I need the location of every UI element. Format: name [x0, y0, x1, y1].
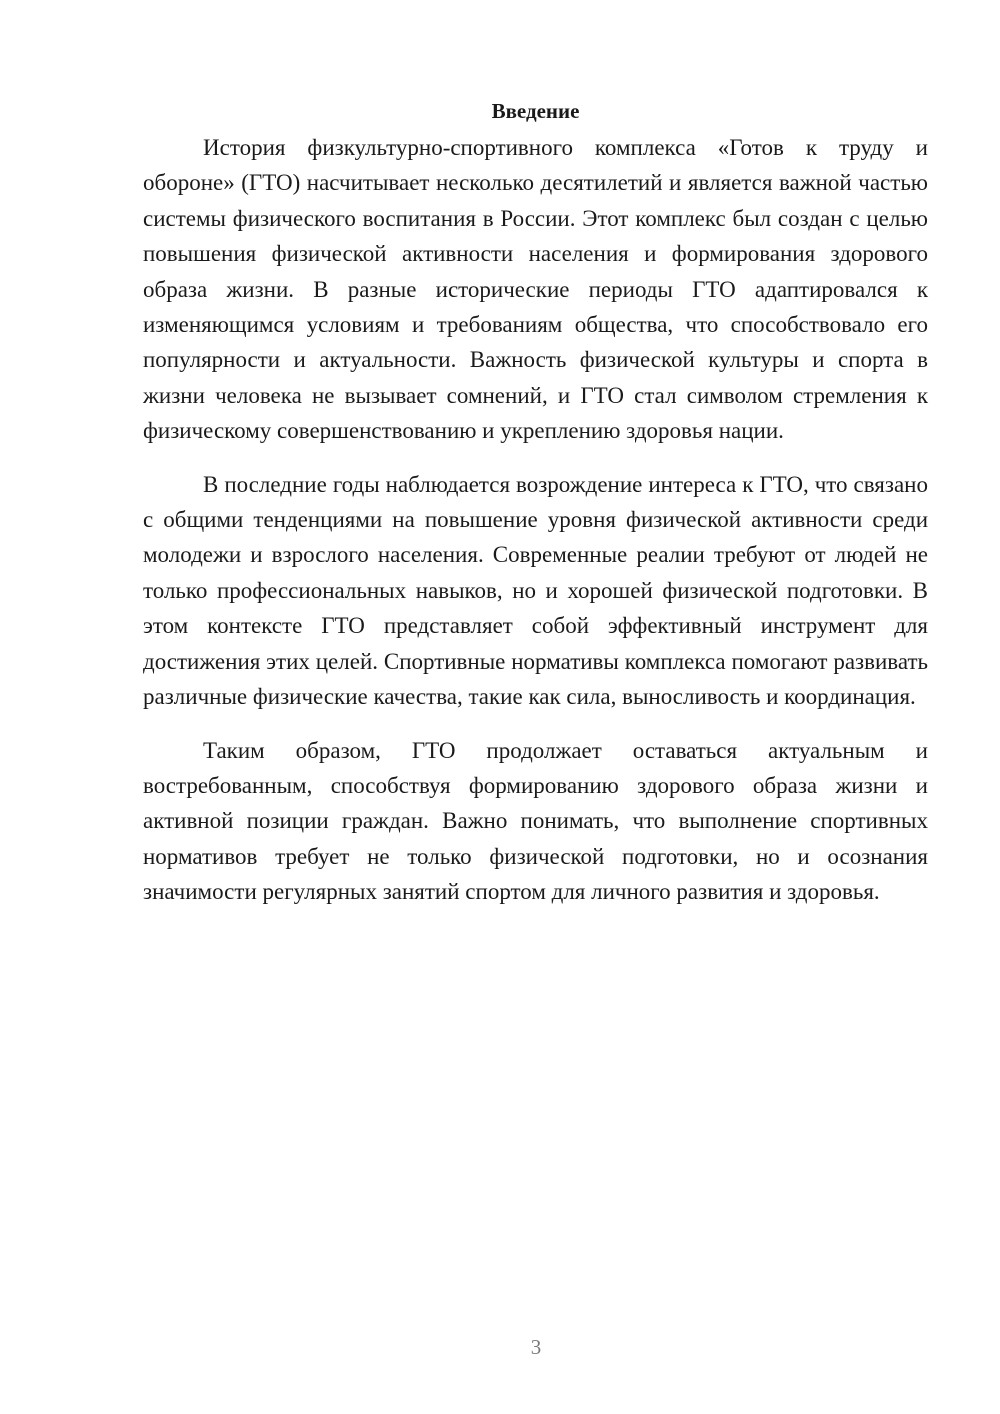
- paragraph-1: История физкультурно-спортивного комплекса «Готов к труду и обороне» (ГТО) насчитывает несколько десятилетий и является важной частью системы физического воспитания в России. Этот комплекс был создан с целью повышения физической активности населения и формирования здорового образа жизни. В разные исторические периоды ГТО адаптировался к изменяющимся условиям и требованиям общества, что способствовало его популярности и актуальности. Важность физической культуры и спорта в жизни человека не вызывает сомнений, и ГТО стал символом стремления к физическому совершенствованию и укреплению здоровья нации.: [143, 135, 928, 444]
- paragraph-2: В последние годы наблюдается возрождение интереса к ГТО, что связано с общими тенденциями на повышение уровня физической активности среди молодежи и взрослого населения. Современные реалии требуют от людей не только профессиональных навыков, но и хорошей физической подготовки. В этом контексте ГТО представляет собой эффективный инструмент для достижения этих целей. Спортивные нормативы комплекса помогают развивать различные физические качества, такие как сила, выносливость и координация.: [143, 471, 928, 710]
- section-heading: Введение: [491, 99, 580, 123]
- paragraph-3: Таким образом, ГТО продолжает оставаться актуальным и востребованным, способствуя формированию здорового образа жизни и активной позиции граждан. Важно понимать, что выполнение спортивных нормативов требует не только физической подготовки, но и осознания значимости регулярных занятий спортом для личного развития и здоровья.: [143, 737, 928, 905]
- page-number: 3: [530, 1335, 542, 1359]
- page-content: [143, 96, 928, 910]
